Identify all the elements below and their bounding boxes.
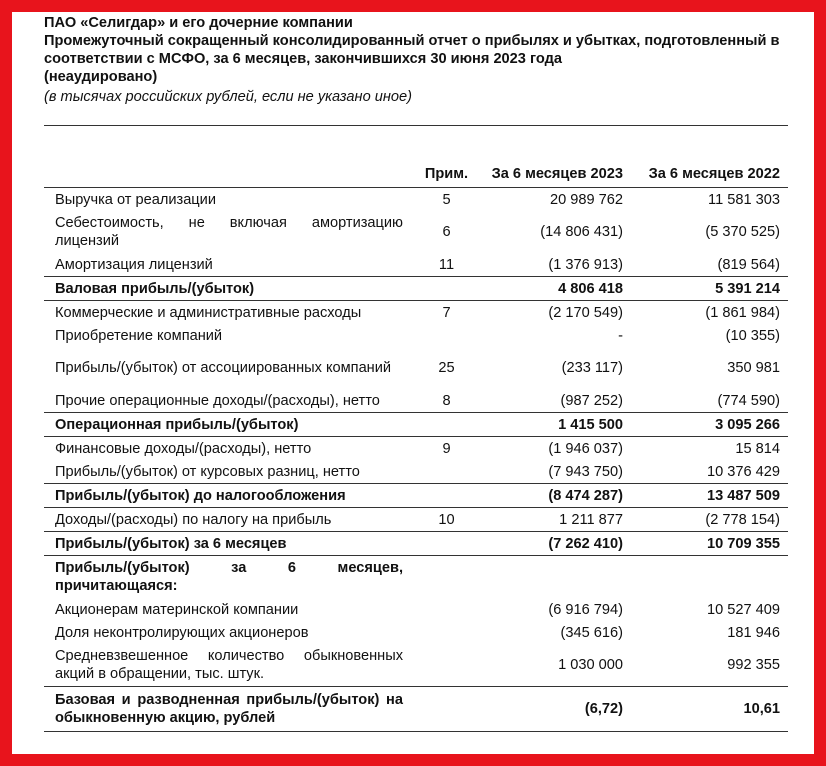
row-value-2023: (345 616) bbox=[560, 624, 623, 641]
row-acquisitions bbox=[44, 324, 788, 347]
income-statement-table bbox=[44, 160, 788, 732]
row-note bbox=[409, 460, 484, 484]
row-value-2023: (233 117) bbox=[561, 360, 623, 376]
row-value-2023: (14 806 431) bbox=[540, 224, 623, 240]
row-label: Валовая прибыль/(убыток) bbox=[44, 277, 409, 301]
row-note: 5 bbox=[409, 188, 484, 212]
row-value-2022: (1 861 984) bbox=[705, 304, 780, 321]
row-value-2023: 4 806 418 bbox=[484, 277, 631, 301]
row-value-2023: - bbox=[618, 327, 623, 344]
row-selling-admin-expenses bbox=[44, 301, 788, 325]
row-profit-for-period bbox=[44, 532, 788, 556]
row-value-2023: 1 030 000 bbox=[558, 657, 623, 673]
row-label: Операционная прибыль/(убыток) bbox=[44, 413, 409, 437]
row-cost-of-sales bbox=[44, 211, 788, 253]
row-label: Себестоимость, не включая амортизацию лицензий bbox=[55, 215, 403, 249]
row-value-2022: (5 370 525) bbox=[705, 224, 780, 240]
row-note: 8 bbox=[442, 392, 451, 409]
row-attributable-heading bbox=[44, 556, 788, 599]
row-value-2023: (987 252) bbox=[560, 392, 623, 409]
row-note bbox=[409, 556, 484, 599]
row-value-2023: (6 916 794) bbox=[548, 601, 623, 618]
row-operating-profit bbox=[44, 413, 788, 437]
row-associates-result bbox=[44, 347, 788, 389]
row-label: Акционерам материнской компании bbox=[55, 601, 299, 618]
row-note bbox=[409, 532, 484, 556]
row-eps bbox=[44, 687, 788, 732]
row-note bbox=[409, 324, 484, 347]
row-value-2023: (7 262 410) bbox=[484, 532, 631, 556]
row-value-2022: (10 355) bbox=[725, 327, 780, 344]
row-finance-income bbox=[44, 437, 788, 461]
row-note bbox=[409, 413, 484, 437]
row-label: Прибыль/(убыток) за 6 месяцев bbox=[44, 532, 409, 556]
row-value-2023: 1 415 500 bbox=[484, 413, 631, 437]
row-value-2022: 992 355 bbox=[727, 657, 780, 673]
row-label: Приобретение компаний bbox=[55, 327, 223, 344]
row-profit-before-tax bbox=[44, 484, 788, 508]
header-2022: За 6 месяцев 2022 bbox=[648, 165, 780, 182]
row-license-amortization bbox=[44, 253, 788, 277]
row-note: 9 bbox=[442, 440, 451, 457]
row-value-2022: 5 391 214 bbox=[631, 277, 788, 301]
report-title-line-2: соответствии с МСФО, за 6 месяцев, закончившихся 30 июня 2023 года bbox=[44, 51, 562, 67]
row-note bbox=[409, 644, 484, 687]
report-header bbox=[44, 14, 804, 106]
header-note: Прим. bbox=[424, 165, 469, 182]
row-value-2023: 20 989 762 bbox=[484, 188, 631, 212]
row-value-2022: 10 527 409 bbox=[706, 601, 780, 618]
row-note bbox=[409, 484, 484, 508]
row-value-2023: 1 211 877 bbox=[559, 511, 623, 528]
row-note bbox=[409, 621, 484, 644]
row-label: Прочие операционные доходы/(расходы), нетто bbox=[55, 392, 380, 409]
company-name: ПАО «Селигдар» и его дочерние компании bbox=[44, 15, 353, 31]
row-value-2022: 13 487 509 bbox=[631, 484, 788, 508]
row-value-2022: 10,61 bbox=[631, 687, 788, 732]
row-value-2022: 15 814 bbox=[735, 440, 780, 457]
row-value-2022: (2 778 154) bbox=[705, 511, 780, 528]
row-label: Прибыль/(убыток) от ассоциированных компаний bbox=[55, 360, 392, 376]
row-label: Средневзвешенное количество обыкновенных акций в обращении, тыс. штук. bbox=[55, 648, 403, 682]
row-value-2022: 10 709 355 bbox=[631, 532, 788, 556]
row-label: Выручка от реализации bbox=[44, 188, 409, 212]
row-value-2022 bbox=[631, 556, 788, 599]
row-value-2023: (8 474 287) bbox=[484, 484, 631, 508]
row-income-tax bbox=[44, 508, 788, 532]
row-weighted-shares bbox=[44, 644, 788, 687]
row-label: Коммерческие и административные расходы bbox=[55, 304, 362, 321]
row-value-2023 bbox=[484, 556, 631, 599]
row-value-2022: 10 376 429 bbox=[706, 463, 780, 480]
row-note: 7 bbox=[442, 304, 451, 321]
header-2023: За 6 месяцев 2023 bbox=[491, 165, 623, 182]
table-header-row bbox=[44, 160, 788, 188]
report-title-line-1: Промежуточный сокращенный консолидированный отчет о прибылях и убытках, подготовленный в bbox=[44, 33, 780, 49]
row-value-2022: (819 564) bbox=[717, 256, 780, 273]
row-value-2022: 181 946 bbox=[727, 624, 780, 641]
row-note: 11 bbox=[438, 256, 455, 273]
row-revenue bbox=[44, 188, 788, 212]
row-note: 6 bbox=[442, 224, 451, 240]
row-value-2022: 350 981 bbox=[727, 360, 780, 376]
row-value-2023: (2 170 549) bbox=[548, 304, 623, 321]
row-label: Прибыль/(убыток) до налогообложения bbox=[44, 484, 409, 508]
row-note bbox=[409, 598, 484, 621]
row-non-controlling bbox=[44, 621, 788, 644]
row-value-2022: 3 095 266 bbox=[631, 413, 788, 437]
row-value-2022: (774 590) bbox=[717, 392, 780, 409]
row-value-2023: (7 943 750) bbox=[548, 463, 623, 480]
row-value-2023: (1 946 037) bbox=[548, 440, 623, 457]
header-label-cell bbox=[44, 160, 409, 188]
row-label: Прибыль/(убыток) за 6 месяцев, причитающаяся: bbox=[55, 560, 403, 594]
row-label: Прибыль/(убыток) от курсовых разниц, нетто bbox=[55, 463, 360, 480]
row-other-operating bbox=[44, 389, 788, 413]
row-label: Доля неконтролирующих акционеров bbox=[55, 624, 309, 641]
row-label: Базовая и разводненная прибыль/(убыток) на обыкновенную акцию, рублей bbox=[44, 687, 409, 732]
row-label: Финансовые доходы/(расходы), нетто bbox=[55, 440, 312, 457]
row-value-2023: (6,72) bbox=[484, 687, 631, 732]
row-label: Доходы/(расходы) по налогу на прибыль bbox=[55, 511, 332, 528]
row-label: Амортизация лицензий bbox=[55, 256, 213, 273]
audit-status: (неаудировано) bbox=[44, 69, 158, 85]
header-divider bbox=[44, 125, 788, 126]
row-gross-profit bbox=[44, 277, 788, 301]
row-note: 10 bbox=[438, 511, 455, 528]
row-fx-differences bbox=[44, 460, 788, 484]
row-parent-shareholders bbox=[44, 598, 788, 621]
row-value-2023: (1 376 913) bbox=[548, 256, 623, 273]
row-note: 25 bbox=[438, 360, 455, 376]
row-note bbox=[409, 687, 484, 732]
unit-note: (в тысячах российских рублей, если не указано иное) bbox=[44, 89, 412, 105]
row-note bbox=[409, 277, 484, 301]
row-value-2022: 11 581 303 bbox=[631, 188, 788, 212]
